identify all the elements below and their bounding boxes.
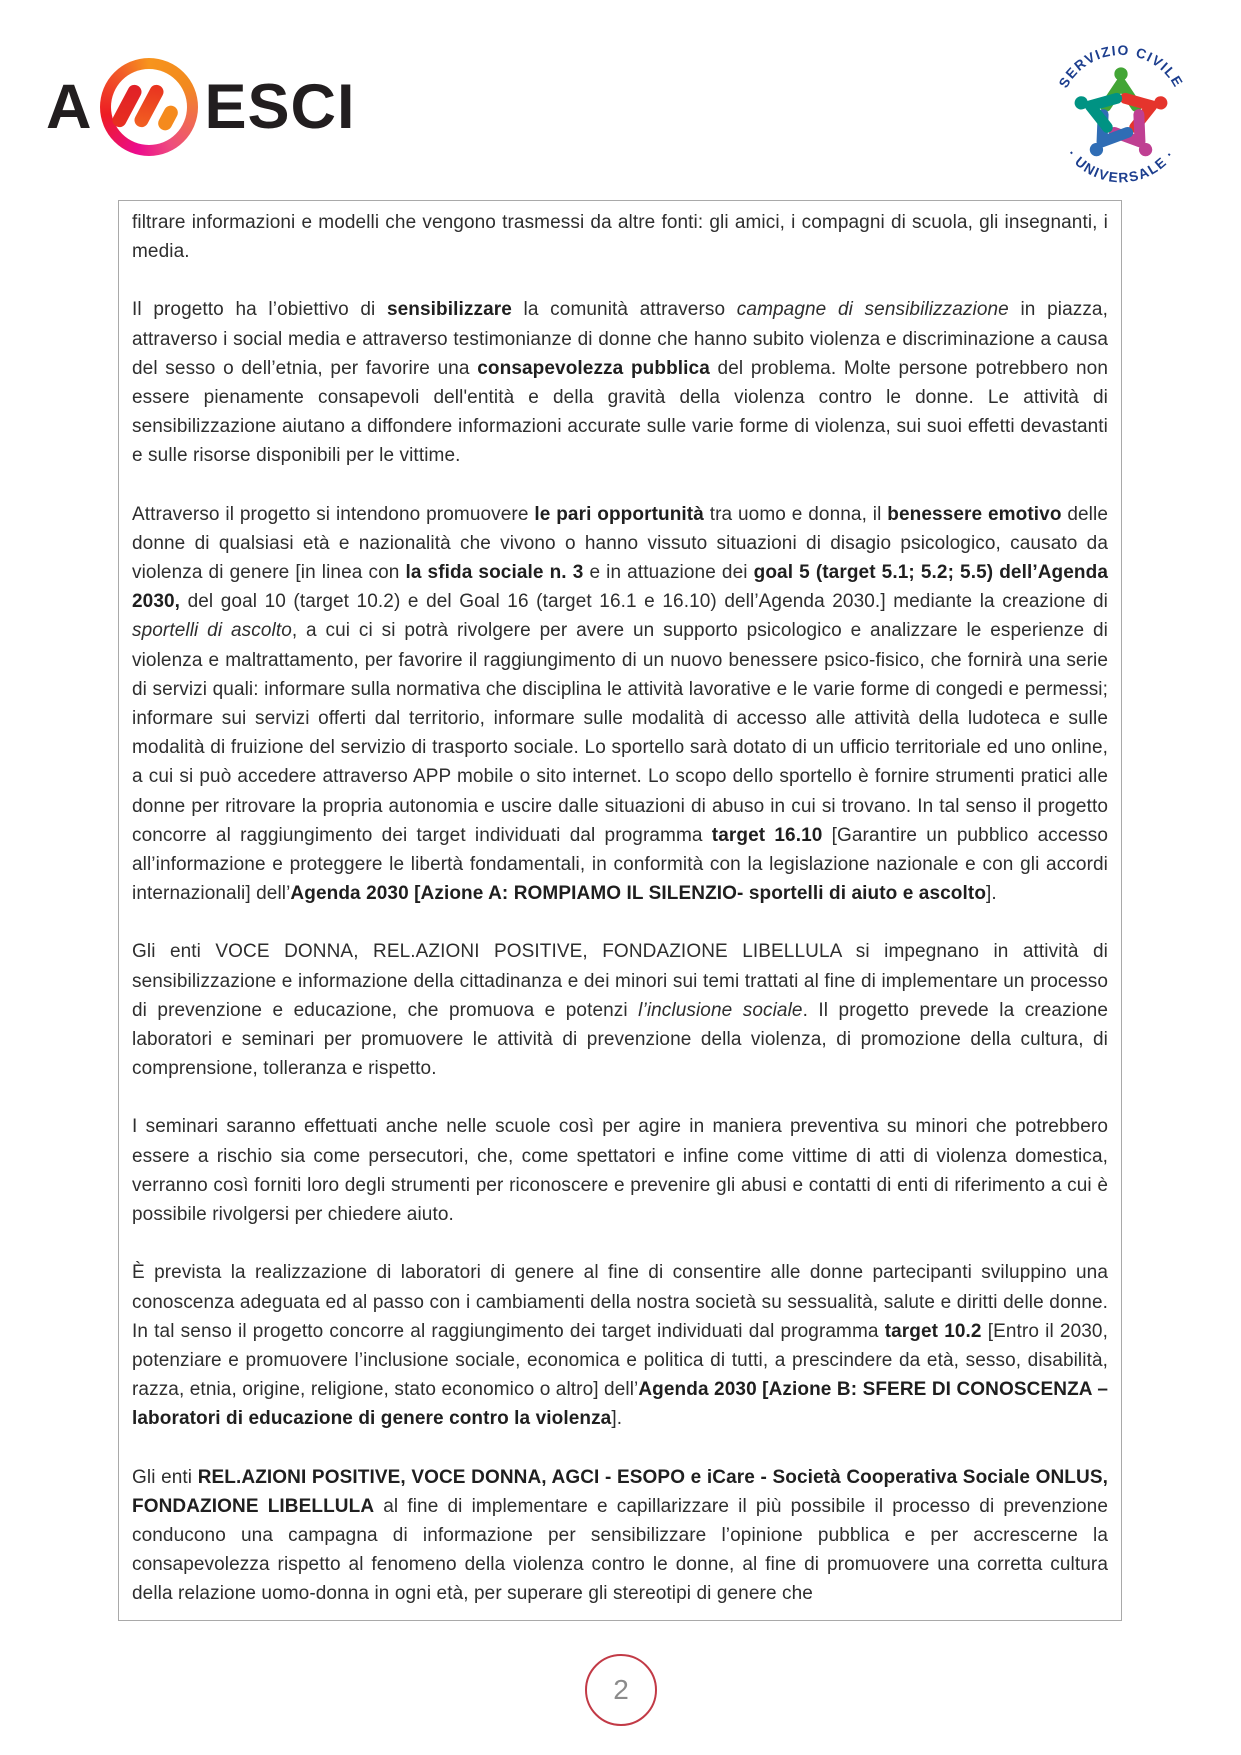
paragraph: Gli enti VOCE DONNA, REL.AZIONI POSITIVE, FONDAZIONE LIBELLULA si impegnano in attività di sensibilizzazione e informazione della cittadinanza e dei minori sui temi trattati al fine di implementare un processo di prevenzione e educazione, che promuova e potenzi l’inclusione sociale. Il progetto prevede la creazione laboratori e seminari per promuovere le attività di prevenzione della violenza, di promozione della cultura, di comprensione, tolleranza e rispetto. (132, 941, 1108, 1080)
servizio-civile-universale-logo (1045, 36, 1197, 188)
amesci-ring-icon (100, 58, 198, 156)
paragraph: filtrare informazioni e modelli che vengono trasmessi da altre fonti: gli amici, i compagni di scuola, gli insegnanti, i media. (132, 212, 1108, 263)
page-number: 2 (613, 1674, 629, 1705)
amesci-logo-letter-a: A (46, 72, 93, 142)
paragraph: È prevista la realizzazione di laboratori di genere al fine di consentire alle donne partecipanti sviluppino una conoscenza adeguata ed al passo con i cambiamenti della nostra società su sessualità, salute e diritti delle donne. In tal senso il progetto concorre al raggiungimento dei target individuati dal programma target 10.2 [Entro il 2030, potenziare e promuovere l’inclusione sociale, economica e politica di tutti, a prescindere da età, sesso, disabilità, razza, etnia, origine, religione, stato economico o altro] dell’Agenda 2030 [Azione B: SFERE DI CONOSCENZA – laboratori di educazione di genere contro la violenza]. (132, 1262, 1108, 1430)
scu-arc-bottom-text: · UNIVERSALE · (1064, 146, 1178, 186)
paragraph: Attraverso il progetto si intendono promuovere le pari opportunità tra uomo e donna, il benessere emotivo delle donne di qualsiasi età e nazionalità che vivono o hanno vissuto situazioni di disagio psicologico, causato da violenza di genere [in linea con la sfida sociale n. 3 e in attuazione dei goal 5 (target 5.1; 5.2; 5.5) dell’Agenda 2030, del goal 10 (target 10.2) e del Goal 16 (target 16.1 e 16.10) dell’Agenda 2030.] mediante la creazione di sportelli di ascolto, a cui ci si potrà rivolgere per avere un supporto psicologico e analizzare le esperienze di violenza e maltrattamento, per favorire il raggiungimento di un nuovo benessere psico-fisico, che fornirà una serie di servizi quali: informare sulla normativa che disciplina le attività lavorative e le varie forme di congedi e permessi; informare sui servizi offerti dal territorio, informare sulle modalità di accesso alle attività della ludoteca e sulle modalità di fruizione del servizio di trasporto sociale. Lo sportello sarà dotato di un ufficio territoriale ed uno online, a cui si può accedere attraverso APP mobile o sito internet. Lo scopo dello sportello è fornire strumenti pratici alle donne per ritrovare la propria autonomia e uscire dalle situazioni di abuso in cui si trovano. In tal senso il progetto concorre al raggiungimento dei target individuati dal programma target 16.10 [Garantire un pubblico accesso all’informazione e proteggere le libertà fondamentali, in conformità con la legislazione nazionale e con gli accordi internazionali] dell’Agenda 2030 [Azione A: ROMPIAMO IL SILENZIO- sportelli di aiuto e ascolto]. (132, 503, 1108, 905)
paragraph: Gli enti REL.AZIONI POSITIVE, VOCE DONNA, AGCI - ESOPO e iCare - Società Cooperativa Sociale ONLUS, FONDAZIONE LIBELLULA al fine di implementare e capillarizzare il più possibile il processo di prevenzione conducono una campagna di informazione per sensibilizzare l’opinione pubblica e per accrescerne la consapevolezza rispetto al fenomeno della violenza contro le donne, al fine di promuovere una corretta cultura della relazione uomo-donna in ogni età, per superare gli stereotipi di genere che (132, 1466, 1108, 1605)
paragraph: I seminari saranno effettuati anche nelle scuole così per agire in maniera preventiva su minori che potrebbero essere a rischio sia come persecutori, che, come spettatori e infine come vittime di atti di violenza domestica, verranno così forniti loro degli strumenti per riconoscere e prevenire gli abusi e contatti di enti di riferimento a cui è possibile rivolgersi per chiedere aiuto. (132, 1116, 1108, 1226)
paragraph: Il progetto ha l’obiettivo di sensibilizzare la comunità attraverso campagne di sensibilizzazione in piazza, attraverso i social media e attraverso testimonianze di donne che hanno subito violenza e discriminazione a causa del sesso o dell’etnia, per favorire una consapevolezza pubblica del problema. Molte persone potrebbero non essere pienamente consapevoli dell'entità e della gravità della violenza contro le donne. Le attività di sensibilizzazione aiutano a diffondere informazioni accurate sulle varie forme di violenza, sui suoi effetti devastanti e sulle risorse disponibili per le vittime. (132, 299, 1109, 467)
amesci-logo-letters-esci: ESCI (204, 72, 356, 142)
document-body (118, 200, 1122, 1621)
amesci-slashes-icon (117, 78, 181, 136)
scu-logo-svg (1045, 36, 1197, 188)
page-number-badge (585, 1654, 657, 1726)
amesci-slash-icon (155, 103, 180, 133)
amesci-logo (46, 52, 356, 162)
scu-arc-top-text: SERVIZIO CIVILE (1055, 42, 1187, 91)
